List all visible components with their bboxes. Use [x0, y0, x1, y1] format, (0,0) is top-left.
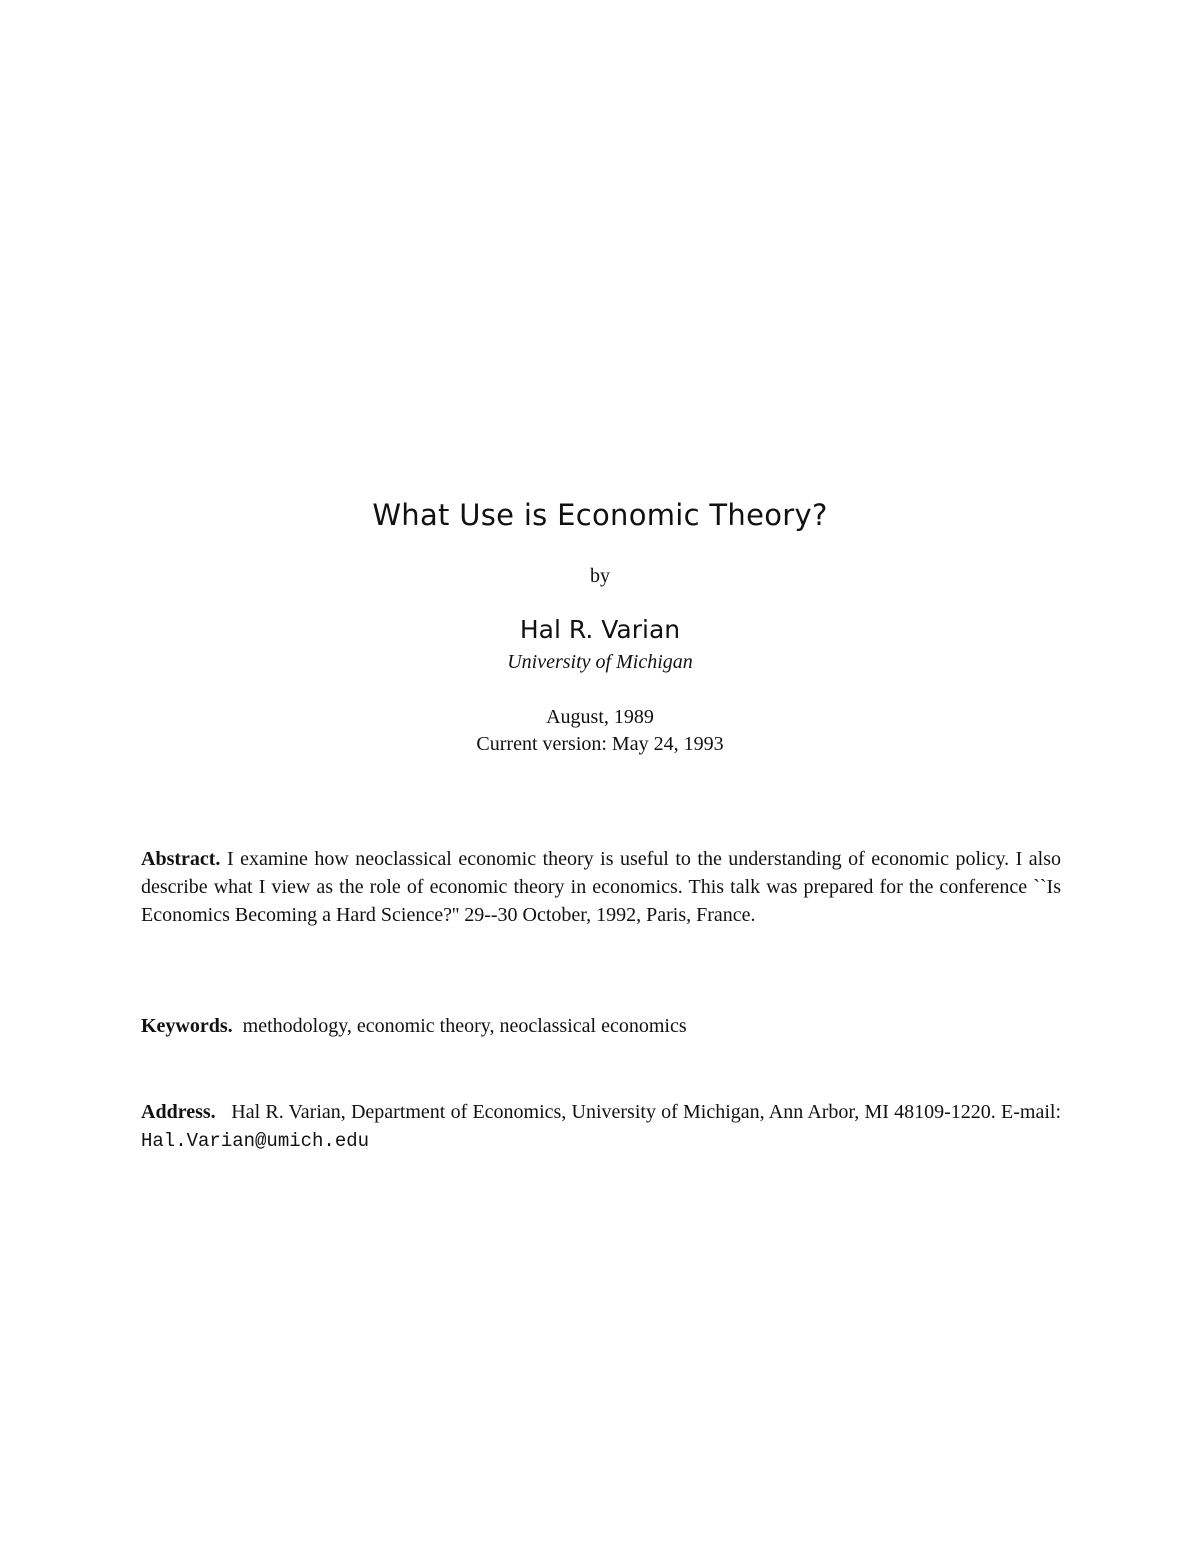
paper-title: What Use is Economic Theory? [372, 498, 828, 532]
address-label: Address. [141, 1101, 216, 1123]
address-text: Hal R. Varian, Department of Economics, University of Michigan, Ann Arbor, MI 48109-1220. E-mail: [231, 1101, 1061, 1123]
byline: by [590, 565, 610, 587]
keywords-label: Keywords. [141, 1015, 233, 1037]
current-version: Current version: May 24, 1993 [476, 733, 724, 755]
email-address: Hal.Varian@umich.edu [141, 1130, 370, 1152]
abstract-section [141, 845, 1061, 929]
abstract-text: I examine how neoclassical economic theory is useful to the understanding of economic policy. I also describe what I view as the role of economic theory in economics. This talk was prepared for the conference ``Is Economics Becoming a Hard Science?'' 29--30 October, 1992, Paris, France. [141, 848, 1062, 926]
address-section [141, 1098, 1061, 1155]
abstract-label: Abstract. [141, 848, 221, 870]
keywords-section [141, 1012, 1061, 1040]
author-affiliation: University of Michigan [507, 651, 693, 673]
original-date: August, 1989 [546, 706, 654, 728]
author-name: Hal R. Varian [519, 615, 681, 644]
keywords-text: methodology, economic theory, neoclassical economics [242, 1015, 687, 1037]
